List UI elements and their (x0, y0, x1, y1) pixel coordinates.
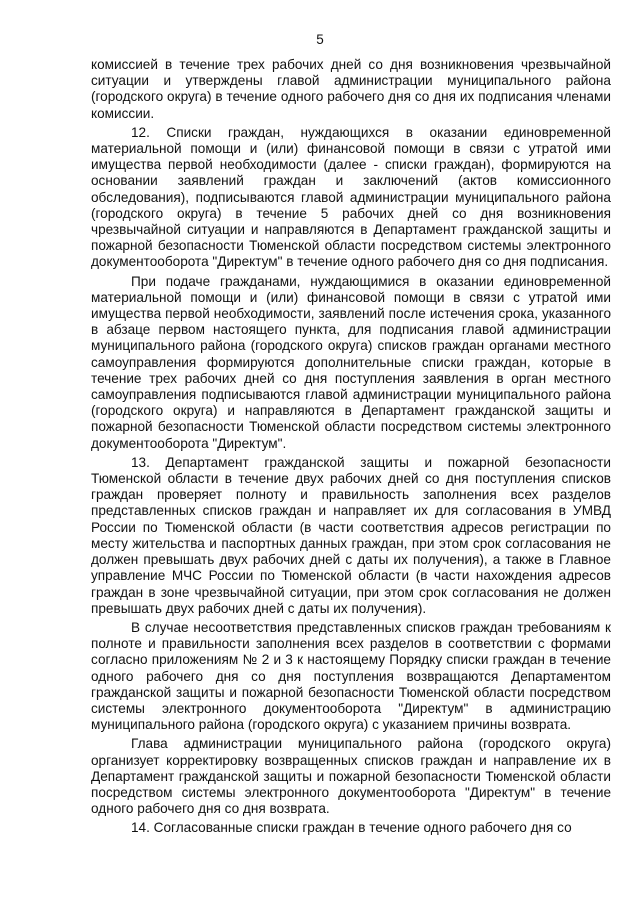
paragraph-late-applications: При подаче гражданами, нуждающимися в оказании единовременной материальной помощи и (или) финансовой помощи в связи с утратой ими имущества первой необходимости, заявлений после истечения срока, указанного в абзаце первом настоящего пункта, для подписания главой администрации муниципального района (городского округа) списков граждан органами местного самоуправления формируются дополнительные списки граждан, которые в течение трех рабочих дней со дня поступления заявления в орган местного самоуправления подписываются главой администрации муниципального района (городского округа) и направляются в Департамент гражданской защиты и пожарной безопасности Тюменской области посредством системы электронного документооборота "Директум". (91, 273, 611, 451)
paragraph-item-14: 14. Согласованные списки граждан в течение одного рабочего дня со (131, 820, 572, 836)
page-number: 5 (316, 32, 324, 47)
document-body (91, 57, 611, 840)
paragraph-item-12: 12. Списки граждан, нуждающихся в оказании единовременной материальной помощи и (или) финансовой помощи в связи с утратой ими имущества первой необходимости (далее - списки граждан), формируются на основании заявлений граждан и заключений (актов комиссионного обследования), подписываются главой администрации муниципального района (городского округа) в течение 5 рабочих дней со дня возникновения чрезвычайной ситуации и направляются в Департамент гражданской защиты и пожарной безопасности Тюменской области посредством системы электронного документооборота "Директум" в течение одного рабочего дня со дня подписания. (91, 124, 611, 270)
paragraph-item-13: 13. Департамент гражданской защиты и пожарной безопасности Тюменской области в течение двух рабочих дней со дня поступления списков граждан проверяет полноту и правильность заполнения всех разделов представленных списков граждан и направляет их для согласования в УМВД России по Тюменской области (в части соответствия адресов регистрации по месту жительства и паспортных данных граждан, при этом срок согласования не должен превышать двух рабочих дней с даты их получения), а также в Главное управление МЧС России по Тюменской области (в части нахождения адресов граждан в зоне чрезвычайной ситуации, при этом срок согласования не должен превышать двух рабочих дней с даты их получения). (91, 454, 611, 616)
paragraph-continuation: комиссией в течение трех рабочих дней со дня возникновения чрезвычайной ситуации и утверждены главой администрации муниципального района (городского округа) в течение одного рабочего дня со дня их подписания членами комиссии. (91, 57, 611, 121)
paragraph-return-of-lists: В случае несоответствия представленных списков граждан требованиям к полноте и правильности заполнения всех разделов в соответствии с формами согласно приложениям № 2 и 3 к настоящему Порядку списки граждан в течение одного рабочего дня со дня поступления возвращаются Департаментом гражданской защиты и пожарной безопасности Тюменской области посредством системы электронного документооборота "Директум" в администрацию муниципального района (городского округа) с указанием причины возврата. (91, 619, 611, 733)
paragraph-correction: Глава администрации муниципального района (городского округа) организует корректировку возвращенных списков граждан и направление их в Департамент гражданской защиты и пожарной безопасности Тюменской области посредством системы электронного документооборота "Директум" в течение одного рабочего дня со дня возврата. (91, 736, 611, 817)
